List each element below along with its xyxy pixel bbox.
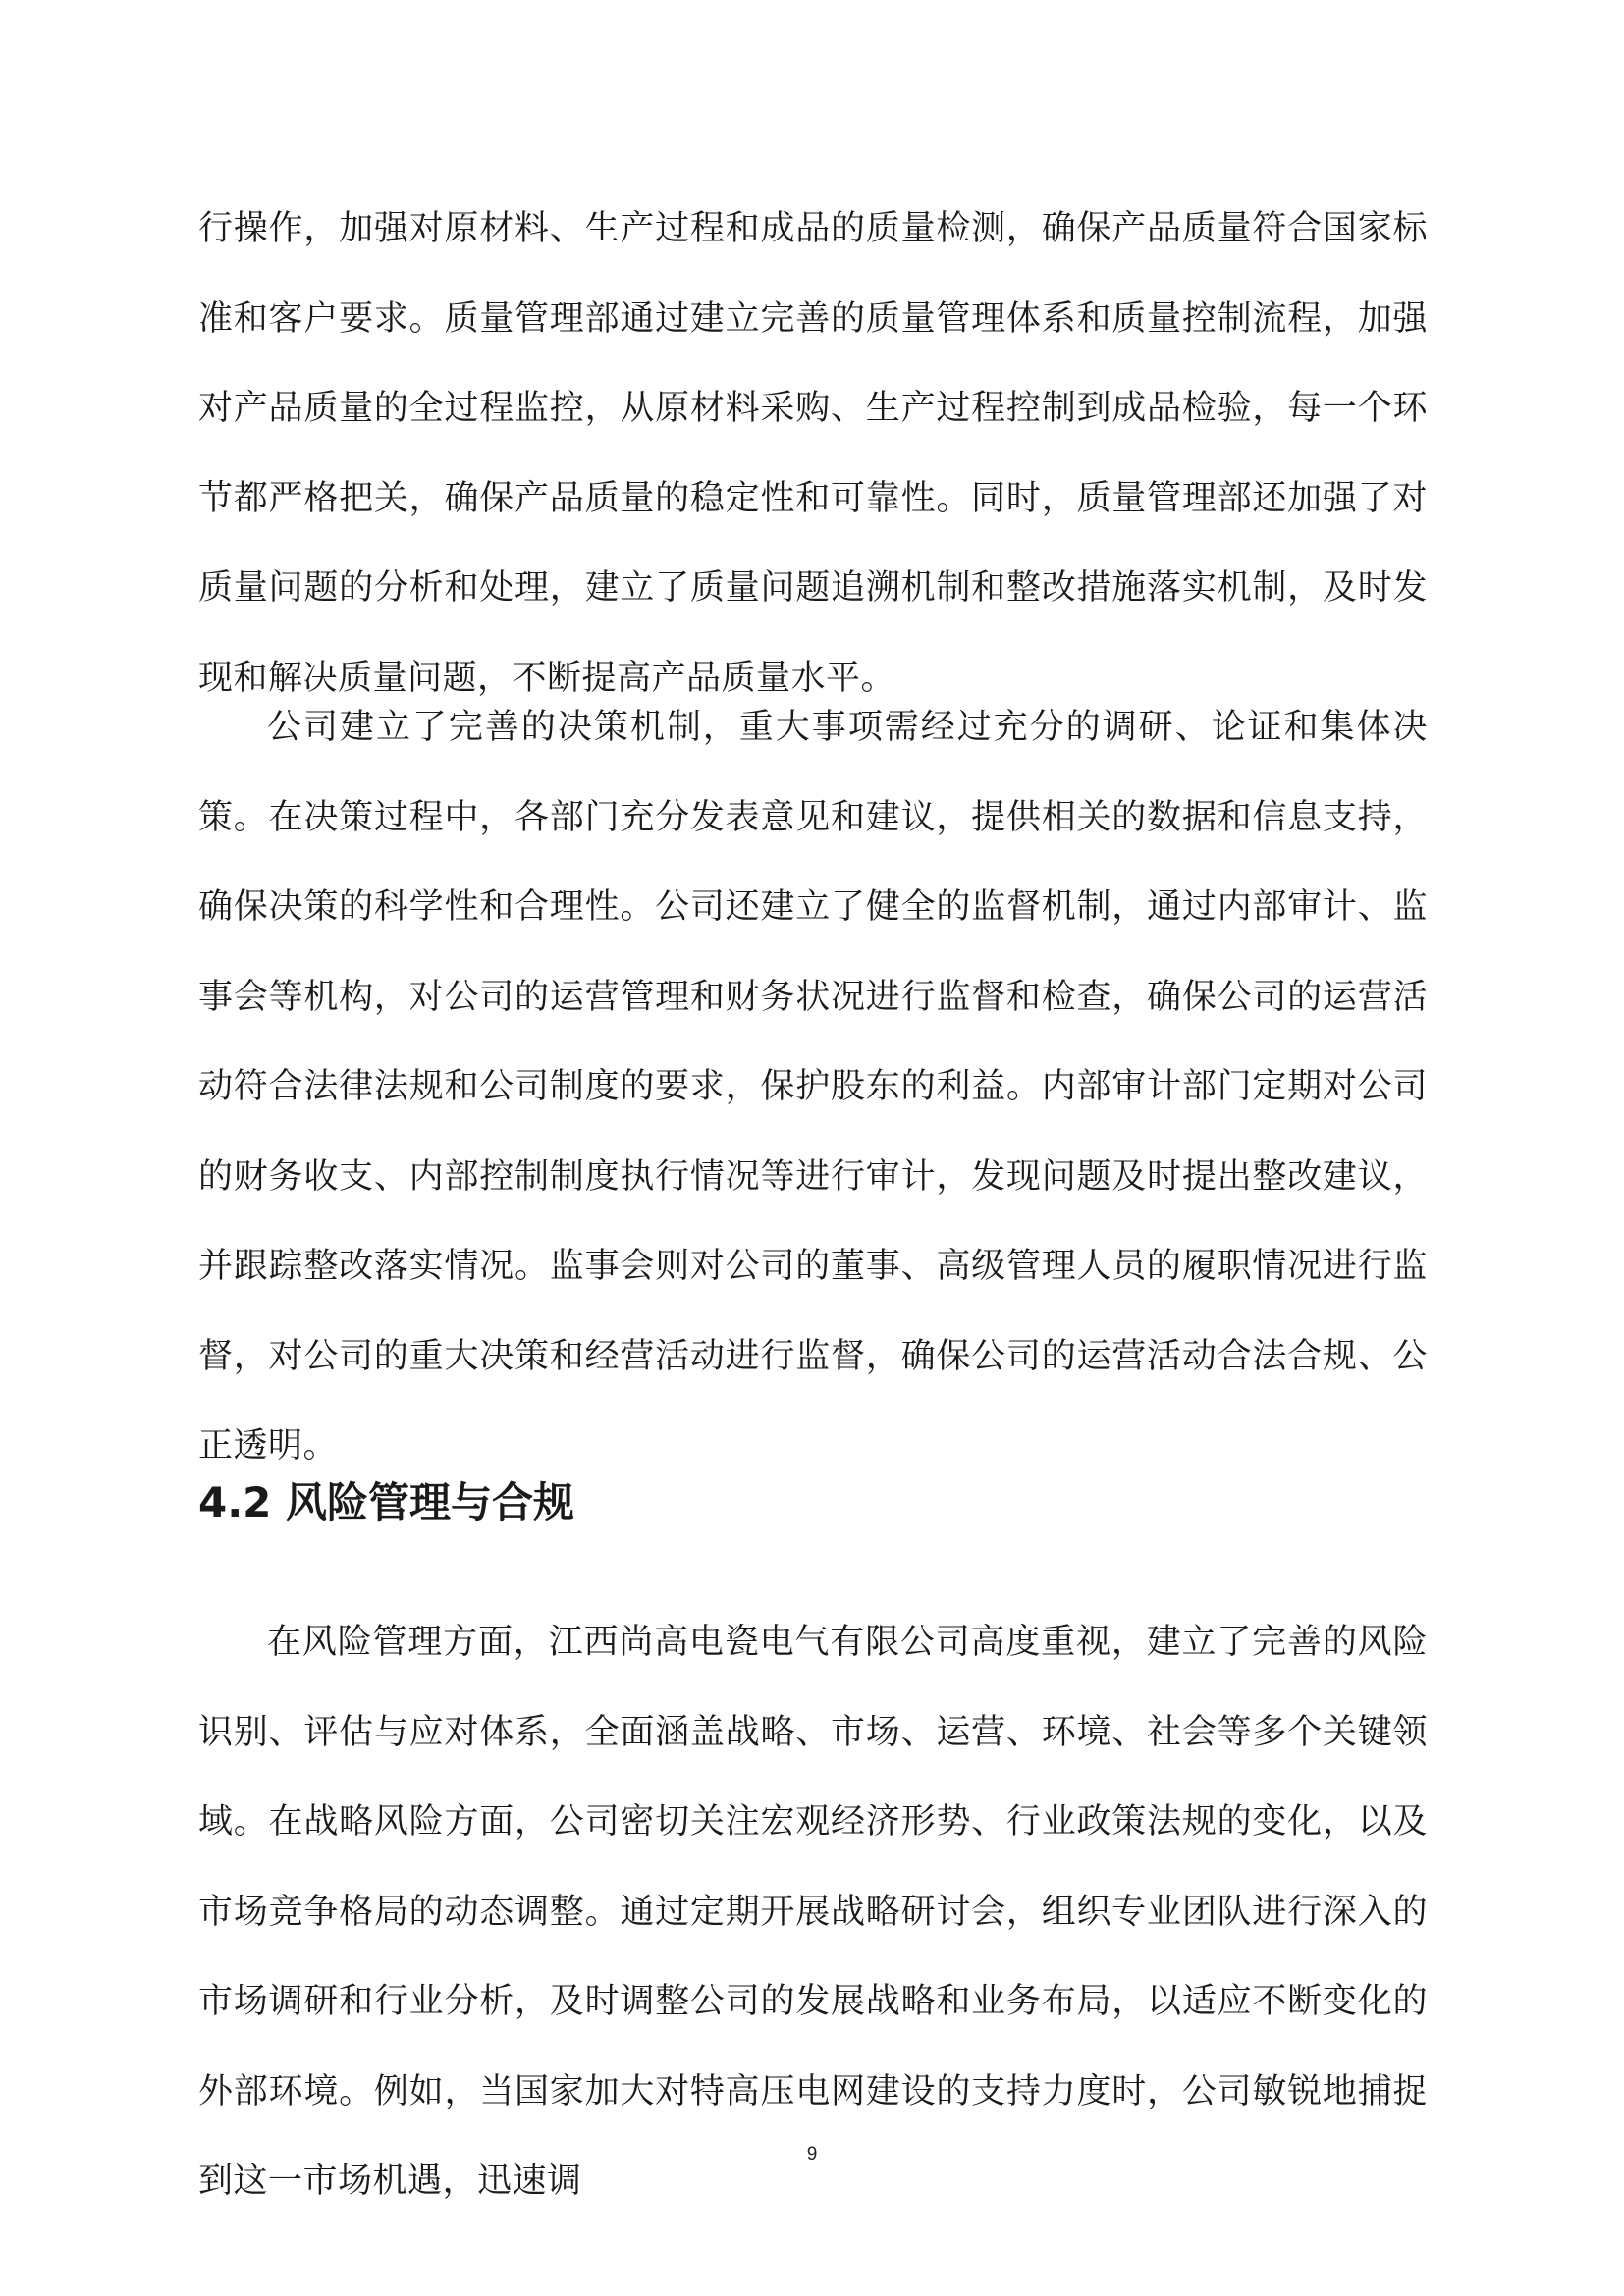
section-heading: 4.2 风险管理与合规	[198, 1478, 575, 1526]
paragraph-risk-management: 在风险管理方面，江西尚高电瓷电气有限公司高度重视，建立了完善的风险识别、评估与应对体系，全面涵盖战略、市场、运营、环境、社会等多个关键领域。在战略风险方面，公司密切关注宏观经济形势、行业政策法规的变化，以及市场竞争格局的动态调整。通过定期开展战略研讨会，组织专业团队进行深入的市场调研和行业分析，及时调整公司的发展战略和业务布局，以适应不断变化的外部环境。例如，当国家加大对特高压电网建设的支持力度时，公司敏锐地捕捉到这一市场机遇，迅速调	[198, 1623, 1428, 2201]
page-number: 9	[806, 2144, 818, 2164]
paragraph-quality-management: 行操作，加强对原材料、生产过程和成品的质量检测，确保产品质量符合国家标准和客户要求。质量管理部通过建立完善的质量管理体系和质量控制流程，加强对产品质量的全过程监控，从原材料采购、生产过程控制到成品检验，每一个环节都严格把关，确保产品质量的稳定性和可靠性。同时，质量管理部还加强了对质量问题的分析和处理，建立了质量问题追溯机制和整改措施落实机制，及时发现和解决质量问题，不断提高产品质量水平。	[198, 209, 1428, 698]
paragraph-decision-mechanism: 公司建立了完善的决策机制，重大事项需经过充分的调研、论证和集体决策。在决策过程中，各部门充分发表意见和建议，提供相关的数据和信息支持，确保决策的科学性和合理性。公司还建立了健全的监督机制，通过内部审计、监事会等机构，对公司的运营管理和财务状况进行监督和检查，确保公司的运营活动符合法律法规和公司制度的要求，保护股东的利益。内部审计部门定期对公司的财务收支、内部控制制度执行情况等进行审计，发现问题及时提出整改建议，并跟踪整改落实情况。监事会则对公司的董事、高级管理人员的履职情况进行监督，对公司的重大决策和经营活动进行监督，确保公司的运营活动合法合规、公正透明。	[198, 708, 1428, 1466]
